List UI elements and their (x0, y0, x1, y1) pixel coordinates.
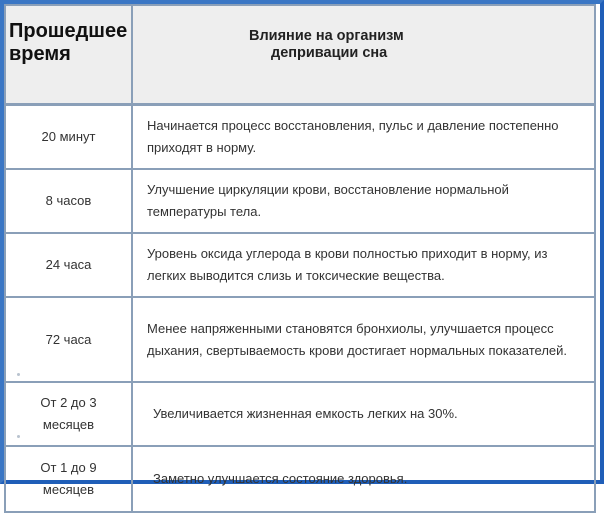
header-effect-line2: депривации сна (271, 45, 388, 61)
row-time: 8 часов (5, 169, 132, 233)
row-time: 24 часа (5, 233, 132, 297)
row-text: Начинается процесс восстановления, пульс и давление постепенно приходят в норму. (132, 105, 595, 170)
table-header-row (5, 5, 595, 105)
header-time (5, 5, 132, 105)
table-row (5, 233, 595, 297)
row-time-line1: От 1 до 9 (40, 460, 97, 475)
row-text: Улучшение циркуляции крови, восстановление нормальной температуры тела. (132, 169, 595, 233)
row-text: Заметно улучшается состояние здоровья. (132, 446, 595, 512)
header-effect-line1: Влияние на организм (249, 28, 404, 44)
row-text: Уровень оксида углерода в крови полностью приходит в норму, из легких выводится слизь и токсические вещества. (132, 233, 595, 297)
header-effect (132, 5, 595, 105)
header-time-line1: Прошедшее (9, 20, 128, 42)
bullet-dot (17, 435, 20, 438)
row-text: Увеличивается жизненная емкость легких на 30%. (132, 382, 595, 446)
table-row (5, 446, 595, 512)
row-time: 20 минут (5, 105, 132, 170)
row-text: Менее напряженными становятся бронхиолы, улучшается процесс дыхания, свертываемость крови достигает нормальных показателей. (132, 297, 595, 382)
row-time: 72 часа (5, 297, 132, 382)
row-time (5, 382, 132, 446)
table-row (5, 169, 595, 233)
row-time-line1: От 2 до 3 (40, 395, 97, 410)
header-time-line2: время (9, 43, 71, 65)
bullet-dot (17, 373, 20, 376)
row-time (5, 446, 132, 512)
table-row (5, 382, 595, 446)
recovery-table (4, 4, 596, 513)
table-row (5, 297, 595, 382)
table-row (5, 105, 595, 170)
row-time-line2: месяцев (42, 417, 95, 432)
row-time-line2: месяцев (42, 482, 95, 497)
